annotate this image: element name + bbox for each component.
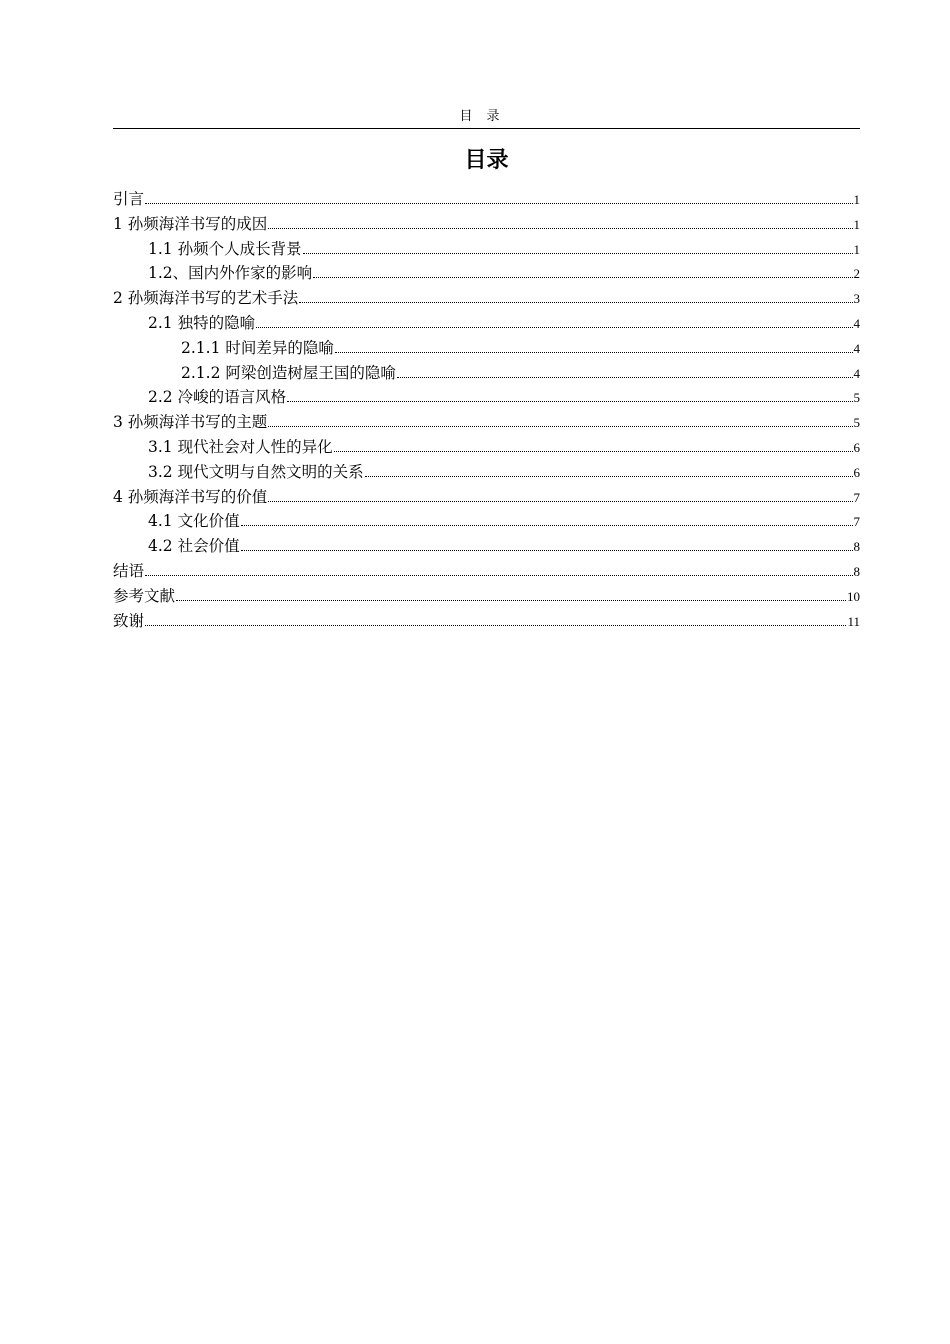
toc-entry-page: 6 <box>853 439 860 455</box>
toc-entry-label: 4 孙频海洋书写的价值 <box>113 487 268 506</box>
toc-entry-page: 4 <box>853 365 860 381</box>
toc-entry-page: 3 <box>853 291 860 307</box>
dot-leader <box>334 451 853 452</box>
toc-entry-section-4-1[interactable] <box>113 509 860 534</box>
dot-leader <box>176 600 846 601</box>
toc-entry-page: 1 <box>853 216 860 232</box>
toc-entry-page: 8 <box>853 563 860 579</box>
toc-entry-section-3-1[interactable] <box>113 435 860 460</box>
toc-entry-label: 参考文献 <box>113 586 176 605</box>
toc-title: 目录 <box>464 148 509 173</box>
toc-entry-page: 11 <box>847 613 860 629</box>
toc-entry-page: 4 <box>853 315 860 331</box>
toc-entry-label: 2.2 冷峻的语言风格 <box>148 388 287 407</box>
toc-entry-acknowledgements[interactable] <box>113 609 860 634</box>
toc-entry-section-2-2[interactable] <box>113 385 860 410</box>
toc-entry-references[interactable] <box>113 584 860 609</box>
toc-entry-section-2-1-1[interactable] <box>113 336 860 361</box>
toc-entry-label: 1.1 孙频个人成长背景 <box>148 239 302 258</box>
toc-entry-chapter-2[interactable] <box>113 286 860 311</box>
toc-entry-label: 结语 <box>113 561 145 580</box>
toc-entry-page: 5 <box>853 390 860 406</box>
running-header: 目录 <box>459 109 514 124</box>
toc-entry-label: 致谢 <box>113 611 145 630</box>
dot-leader <box>145 203 852 204</box>
toc-entry-page: 10 <box>847 588 860 604</box>
toc-entry-page: 7 <box>853 489 860 505</box>
toc-entry-label: 2 孙频海洋书写的艺术手法 <box>113 289 299 308</box>
toc-entry-section-3-2[interactable] <box>113 460 860 485</box>
dot-leader <box>268 501 852 502</box>
toc-entry-chapter-1[interactable] <box>113 212 860 237</box>
toc-entry-page: 7 <box>853 514 860 530</box>
dot-leader <box>241 525 853 526</box>
dot-leader <box>145 575 852 576</box>
toc-entry-label: 3.2 现代文明与自然文明的关系 <box>148 462 364 481</box>
dot-leader <box>397 377 853 378</box>
toc-entry-introduction[interactable] <box>113 187 860 212</box>
toc-entry-label: 3 孙频海洋书写的主题 <box>113 413 268 432</box>
toc-entry-section-2-1[interactable] <box>113 311 860 336</box>
toc-entry-page: 2 <box>853 266 860 282</box>
toc-entry-section-1-1[interactable] <box>113 237 860 262</box>
dot-leader <box>145 625 846 626</box>
toc-entry-page: 1 <box>853 192 860 207</box>
toc-entry-section-1-2[interactable] <box>113 261 860 286</box>
toc-entry-label: 4.1 文化价值 <box>148 512 240 531</box>
toc-entry-page: 1 <box>853 241 860 257</box>
dot-leader <box>299 302 852 303</box>
dot-leader <box>335 352 853 353</box>
toc-entry-section-2-1-2[interactable] <box>113 361 860 386</box>
dot-leader <box>365 476 853 477</box>
toc-entry-page: 8 <box>853 539 860 555</box>
toc-entry-conclusion[interactable] <box>113 559 860 584</box>
toc-entry-page: 6 <box>853 464 860 480</box>
dot-leader <box>268 228 852 229</box>
toc-entry-chapter-3[interactable] <box>113 410 860 435</box>
dot-leader <box>268 426 852 427</box>
toc-entry-label: 2.1 独特的隐喻 <box>148 313 256 332</box>
toc-entry-chapter-4[interactable] <box>113 485 860 510</box>
dot-leader <box>256 327 852 328</box>
dot-leader <box>313 277 852 278</box>
dot-leader <box>287 401 852 402</box>
toc-entry-label: 3.1 现代社会对人性的异化 <box>148 437 333 456</box>
toc-entry-page: 5 <box>853 415 860 431</box>
dot-leader <box>241 550 853 551</box>
table-of-contents <box>113 187 860 633</box>
toc-entry-label: 1 孙频海洋书写的成因 <box>113 214 268 233</box>
header-rule <box>113 128 860 129</box>
toc-entry-label: 引言 <box>113 190 145 208</box>
toc-entry-section-4-2[interactable] <box>113 534 860 559</box>
toc-entry-page: 4 <box>853 340 860 356</box>
toc-entry-label: 4.2 社会价值 <box>148 537 240 556</box>
toc-entry-label: 2.1.2 阿梁创造树屋王国的隐喻 <box>181 363 396 382</box>
toc-entry-label: 1.2、国内外作家的影响 <box>148 264 313 283</box>
dot-leader <box>303 253 853 254</box>
toc-entry-label: 2.1.1 时间差异的隐喻 <box>181 338 334 357</box>
